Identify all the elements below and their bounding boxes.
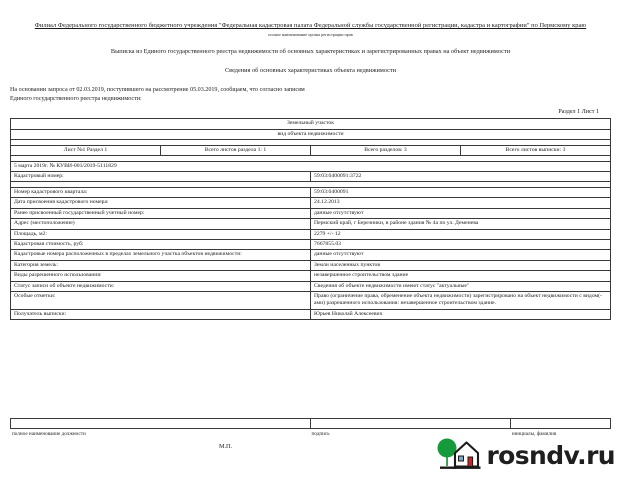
row-label: Адрес (местоположение) — [11, 219, 311, 229]
table-row — [11, 281, 611, 291]
row-value: 59:03:0400091:3722 — [311, 172, 611, 182]
signature-cell-position — [11, 419, 311, 429]
row-value: 2279 +/- 12 — [311, 229, 611, 239]
row-value: данные отсутствуют — [311, 208, 611, 218]
row-label: Виды разрешенного использования: — [11, 271, 311, 281]
table-row — [11, 208, 611, 218]
caption-initials: инициалы, фамилия — [511, 430, 557, 437]
document-header — [10, 0, 611, 75]
row-value: Сведения об объекте недвижимости имеют статус "актуальные" — [311, 281, 611, 291]
rosndv-logo-icon — [435, 435, 481, 476]
table-row — [11, 309, 611, 319]
organization-caption: полное наименование органа регистрации прав — [268, 32, 353, 38]
row-value: данные отсутствуют — [311, 250, 611, 260]
row-label: Особые отметки: — [11, 291, 311, 309]
table-row — [11, 271, 611, 281]
table-row — [11, 172, 611, 182]
row-value: Право (ограничение права, обременение объекта недвижимости) зарегистрировано на объект недвижимости с видом(-ами) разрешенного использования: незавершенное строительством здание. — [311, 291, 611, 309]
sheet-marker: Раздел 1 Лист 1 — [558, 109, 599, 116]
intro-paragraph — [10, 86, 611, 103]
table-row — [11, 198, 611, 208]
stamp-placeholder: М.П. — [218, 442, 233, 450]
object-type-value: Земельный участок — [11, 119, 611, 129]
row-label: Дата присвоения кадастрового номера: — [11, 198, 311, 208]
intro-line-1: На основании запроса от 02.03.2019, поступившего на рассмотрение 05.03.2019, сообщаем, что согласно записям — [10, 87, 305, 94]
row-value: 24.12.2013 — [311, 198, 611, 208]
counter-total-section-sheets: Всего листов раздела 1: 1 — [161, 145, 311, 155]
row-label: Площадь, м2: — [11, 229, 311, 239]
counter-sheet-section: Лист №1 Раздел 1 — [11, 145, 161, 155]
table-row — [11, 187, 611, 197]
table-row-object-type — [11, 119, 611, 129]
row-label: Получатель выписки: — [11, 309, 311, 319]
organization-title: Филиал Федерального государственного бюджетного учреждения "Федеральная кадастровая палата Федеральной службы государственной регистрации, кадастра и картографии" по Пермскому краю — [34, 22, 587, 29]
row-label: Кадастровые номера расположенных в пределах земельного участка объектов недвижимости: — [11, 250, 311, 260]
document-subtitle: Выписка из Единого государственного реестра недвижимости об основных характеристиках и зарегистрированных правах на объект недвижимости — [110, 48, 511, 56]
row-label: Ранее присвоенный государственный учетный номер: — [11, 208, 311, 218]
watermark-text: rosndv.ru — [486, 441, 615, 470]
table-row — [11, 229, 611, 239]
property-details-table — [10, 118, 611, 320]
row-label: Номер кадастрового квартала: — [11, 187, 311, 197]
signature-row — [11, 419, 611, 429]
table-row — [11, 260, 611, 270]
signature-cell-signature — [311, 419, 511, 429]
row-label: Статус записи об объекте недвижимости: — [11, 281, 311, 291]
intro-line-2: Единого государственного реестра недвижимости: — [10, 95, 142, 102]
row-value: 59:03:0400091 — [311, 187, 611, 197]
watermark — [435, 435, 615, 476]
row-value: Пермский край, г Березники, в районе здания № 4а по ул. Деменева — [311, 219, 611, 229]
object-type-caption: вид объекта недвижимости — [11, 129, 611, 139]
row-label: Кадастровая стоимость, руб: — [11, 239, 311, 249]
row-value: незавершенное строительством здание — [311, 271, 611, 281]
table-row — [11, 239, 611, 249]
table-row-record-number — [11, 161, 611, 171]
table-row — [11, 291, 611, 309]
row-value: Земли населенных пунктов — [311, 260, 611, 270]
table-row — [11, 250, 611, 260]
counter-total-sections: Всего разделов: 3 — [311, 145, 461, 155]
caption-signature: подпись — [311, 430, 330, 437]
record-date-number: 5 марта 2019г. № КУВИ-001/2019-5111829 — [11, 161, 611, 171]
signature-cell-initials — [510, 419, 610, 429]
counter-total-extract-sheets: Всего листов выписки: 3 — [461, 145, 611, 155]
signature-table — [10, 418, 611, 429]
row-label: Категория земель: — [11, 260, 311, 270]
table-row-object-type-caption — [11, 129, 611, 139]
row-label: Кадастровый номер: — [11, 172, 311, 182]
table-row-counters — [11, 145, 611, 155]
caption-position: полное наименование должности — [12, 430, 86, 437]
row-value: Юрьев Николай Алексеевич — [311, 309, 611, 319]
table-row — [11, 219, 611, 229]
row-value: 7667855.03 — [311, 239, 611, 249]
document-section-title: Сведения об основных характеристиках объекта недвижимости — [224, 67, 397, 75]
